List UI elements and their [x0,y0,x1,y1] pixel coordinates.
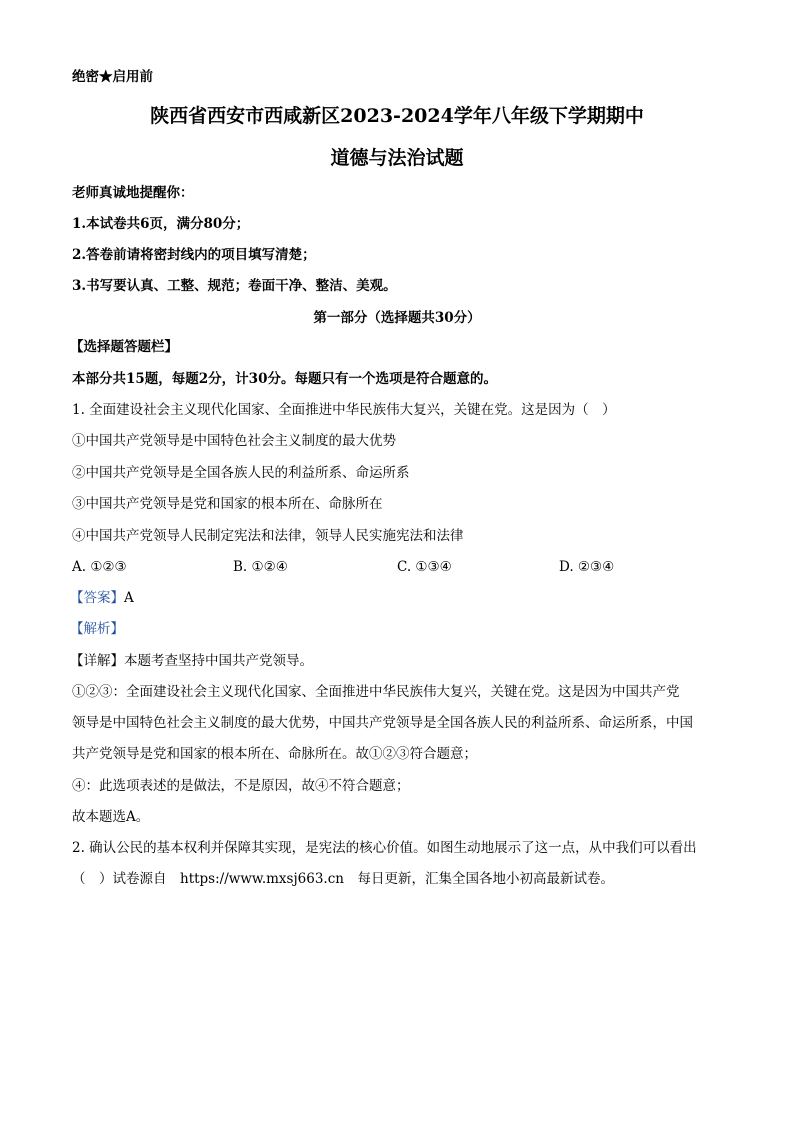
detail-tag: 【详解】 [70,653,124,669]
question-1-statement: ④中国共产党领导人民制定宪法和法律，领导人民实施宪法和法律 [72,528,464,544]
question-2-line: 2. 确认公民的基本权利并保障其实现，是宪法的核心价值。如图生动地展示了这一点，从中我们可以看出 [72,840,697,856]
explanation-line: 领导是中国特色社会主义制度的最大优势，中国共产党领导是全国各族人民的利益所系、命运所系，中国 [72,715,693,731]
explanation-line: ④：此选项表述的是做法，不是原因，故④不符合题意； [72,778,410,794]
question-1-stem: 1. 全面建设社会主义现代化国家、全面推进中华民族伟大复兴，关键在党。这是因为（ ） [72,402,616,418]
answer-bar-label: 【选择题答题栏】 [70,339,178,355]
section-title: 第一部分（选择题共30分） [313,310,481,326]
reminder-item: 3.书写要认真、工整、规范；卷面干净、整洁、美观。 [72,278,397,294]
exam-title-line1: 陕西省西安市西咸新区2023-2024学年八年级下学期期中 [150,105,644,127]
secret-mark: 绝密★启用前 [72,69,153,85]
analysis-tag: 【解析】 [70,621,124,637]
option-d: D. ②③④ [559,559,615,575]
option-c: C. ①③④ [397,559,452,575]
reminder-heading: 老师真诚地提醒你： [72,185,194,201]
option-a: A. ①②③ [72,559,127,575]
explanation-line: ①②③：全面建设社会主义现代化国家、全面推进中华民族伟大复兴，关键在党。这是因为中国共产党 [72,684,680,700]
answer-value: A [124,590,134,606]
option-b: B. ①②④ [233,559,288,575]
answer-row [70,589,134,607]
explanation-line: 共产党领导是党和国家的根本所在、命脉所在。故①②③符合题意； [72,746,477,762]
exam-title-line2: 道德与法治试题 [330,147,464,169]
question-1-statement: ③中国共产党领导是党和国家的根本所在、命脉所在 [72,496,383,512]
detail-intro: 本题考查坚持中国共产党领导。 [124,653,313,669]
section-instructions: 本部分共15题，每题2分，计30分。每题只有一个选项是符合题意的。 [72,371,497,387]
reminder-item: 2.答卷前请将密封线内的项目填写清楚； [72,247,316,263]
reminder-item: 1.本试卷共6页，满分80分； [72,216,250,232]
question-2-line: （ ）试卷源自 https://www.mxsj663.cn 每日更新，汇集全国各地小初高最新试卷。 [72,871,614,887]
conclusion: 故本题选A。 [72,809,150,825]
answer-tag: 【答案】 [70,590,124,606]
question-1-statement: ①中国共产党领导是中国特色社会主义制度的最大优势 [72,433,396,449]
question-1-statement: ②中国共产党领导是全国各族人民的利益所系、命运所系 [72,465,410,481]
detail-row [70,652,313,670]
